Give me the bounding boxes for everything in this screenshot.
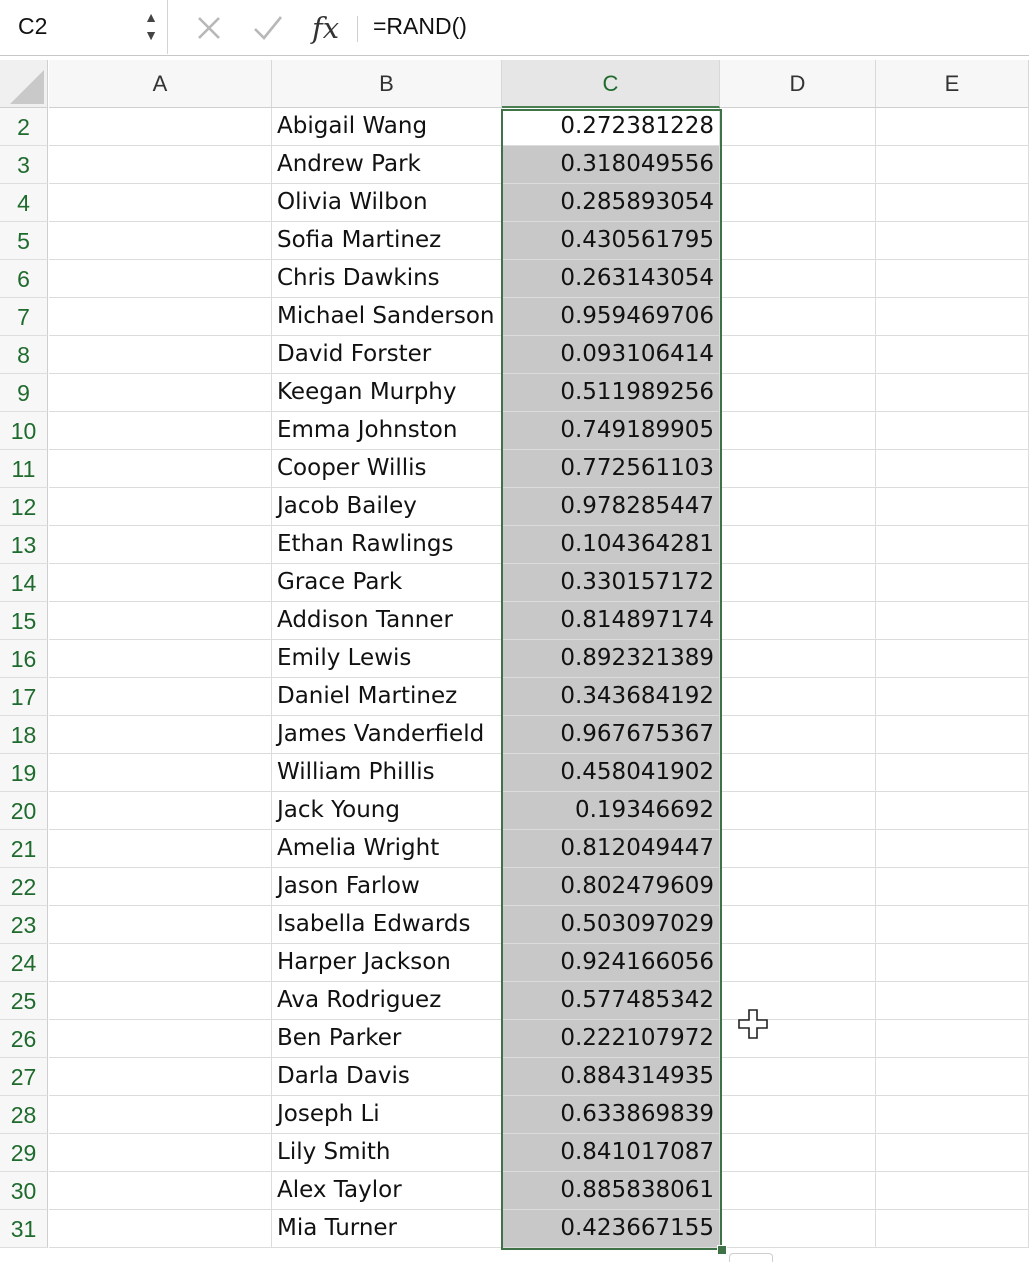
row-header[interactable]: 25 bbox=[0, 982, 48, 1020]
name-cell[interactable]: Chris Dawkins bbox=[272, 260, 502, 298]
name-cell[interactable]: Sofia Martinez bbox=[272, 222, 502, 260]
empty-cell[interactable] bbox=[49, 640, 272, 678]
row-header[interactable]: 28 bbox=[0, 1096, 48, 1134]
empty-cell[interactable] bbox=[49, 830, 272, 868]
name-cell[interactable]: Grace Park bbox=[272, 564, 502, 602]
row-header[interactable]: 18 bbox=[0, 716, 48, 754]
value-cell[interactable]: 0.885838061 bbox=[502, 1172, 720, 1210]
empty-cell[interactable] bbox=[49, 108, 272, 146]
empty-cell[interactable] bbox=[720, 564, 876, 602]
name-cell[interactable]: Ethan Rawlings bbox=[272, 526, 502, 564]
row-header[interactable]: 15 bbox=[0, 602, 48, 640]
name-cell[interactable]: Addison Tanner bbox=[272, 602, 502, 640]
name-cell[interactable]: Cooper Willis bbox=[272, 450, 502, 488]
row-header[interactable]: 3 bbox=[0, 146, 48, 184]
empty-cell[interactable] bbox=[720, 222, 876, 260]
row-header[interactable]: 17 bbox=[0, 678, 48, 716]
empty-cell[interactable] bbox=[720, 754, 876, 792]
empty-cell[interactable] bbox=[49, 1210, 272, 1248]
empty-cell[interactable] bbox=[49, 906, 272, 944]
empty-cell[interactable] bbox=[876, 906, 1029, 944]
value-cell[interactable]: 0.978285447 bbox=[502, 488, 720, 526]
empty-cell[interactable] bbox=[720, 450, 876, 488]
name-cell[interactable]: Joseph Li bbox=[272, 1096, 502, 1134]
empty-cell[interactable] bbox=[49, 944, 272, 982]
empty-cell[interactable] bbox=[49, 1058, 272, 1096]
empty-cell[interactable] bbox=[49, 298, 272, 336]
empty-cell[interactable] bbox=[876, 602, 1029, 640]
row-header[interactable]: 2 bbox=[0, 108, 48, 146]
empty-cell[interactable] bbox=[720, 1172, 876, 1210]
empty-cell[interactable] bbox=[720, 602, 876, 640]
empty-cell[interactable] bbox=[876, 982, 1029, 1020]
row-header[interactable]: 7 bbox=[0, 298, 48, 336]
empty-cell[interactable] bbox=[720, 716, 876, 754]
name-cell[interactable]: Emma Johnston bbox=[272, 412, 502, 450]
empty-cell[interactable] bbox=[876, 412, 1029, 450]
name-cell[interactable]: Harper Jackson bbox=[272, 944, 502, 982]
cross-cursor-icon bbox=[737, 1008, 769, 1040]
name-cell[interactable]: Michael Sanderson bbox=[272, 298, 502, 336]
empty-cell[interactable] bbox=[49, 260, 272, 298]
name-cell[interactable]: Jacob Bailey bbox=[272, 488, 502, 526]
row-header[interactable]: 8 bbox=[0, 336, 48, 374]
empty-cell[interactable] bbox=[49, 336, 272, 374]
value-cell[interactable]: 0.633869839 bbox=[502, 1096, 720, 1134]
name-cell[interactable]: Mia Turner bbox=[272, 1210, 502, 1248]
empty-cell[interactable] bbox=[49, 526, 272, 564]
row-header[interactable]: 10 bbox=[0, 412, 48, 450]
empty-cell[interactable] bbox=[876, 260, 1029, 298]
empty-cell[interactable] bbox=[720, 1096, 876, 1134]
empty-cell[interactable] bbox=[49, 792, 272, 830]
empty-cell[interactable] bbox=[720, 944, 876, 982]
empty-cell[interactable] bbox=[720, 108, 876, 146]
enter-icon[interactable] bbox=[250, 8, 286, 48]
empty-cell[interactable] bbox=[876, 488, 1029, 526]
value-cell[interactable]: 0.892321389 bbox=[502, 640, 720, 678]
empty-cell[interactable] bbox=[49, 602, 272, 640]
empty-cell[interactable] bbox=[49, 450, 272, 488]
empty-cell[interactable] bbox=[49, 412, 272, 450]
name-cell[interactable]: Amelia Wright bbox=[272, 830, 502, 868]
row-header[interactable]: 5 bbox=[0, 222, 48, 260]
value-cell[interactable]: 0.884314935 bbox=[502, 1058, 720, 1096]
name-cell[interactable]: Keegan Murphy bbox=[272, 374, 502, 412]
empty-cell[interactable] bbox=[720, 792, 876, 830]
empty-cell[interactable] bbox=[49, 146, 272, 184]
name-cell[interactable]: Emily Lewis bbox=[272, 640, 502, 678]
cancel-icon[interactable] bbox=[192, 8, 226, 48]
empty-cell[interactable] bbox=[720, 298, 876, 336]
empty-cell[interactable] bbox=[49, 184, 272, 222]
empty-cell[interactable] bbox=[720, 830, 876, 868]
stepper-icon[interactable]: ▲ ▼ bbox=[144, 9, 158, 43]
empty-cell[interactable] bbox=[720, 184, 876, 222]
value-cell[interactable]: 0.841017087 bbox=[502, 1134, 720, 1172]
empty-cell[interactable] bbox=[720, 906, 876, 944]
row-header[interactable]: 13 bbox=[0, 526, 48, 564]
name-cell[interactable]: David Forster bbox=[272, 336, 502, 374]
value-cell[interactable]: 0.802479609 bbox=[502, 868, 720, 906]
empty-cell[interactable] bbox=[720, 678, 876, 716]
value-cell[interactable]: 0.263143054 bbox=[502, 260, 720, 298]
empty-cell[interactable] bbox=[49, 564, 272, 602]
name-cell[interactable]: William Phillis bbox=[272, 754, 502, 792]
row-header[interactable]: 19 bbox=[0, 754, 48, 792]
column-header-e[interactable]: E bbox=[876, 60, 1029, 108]
empty-cell[interactable] bbox=[876, 792, 1029, 830]
value-cell[interactable]: 0.577485342 bbox=[502, 982, 720, 1020]
value-cell[interactable]: 0.749189905 bbox=[502, 412, 720, 450]
value-cell[interactable]: 0.812049447 bbox=[502, 830, 720, 868]
value-cell[interactable]: 0.924166056 bbox=[502, 944, 720, 982]
value-cell[interactable]: 0.772561103 bbox=[502, 450, 720, 488]
name-cell[interactable]: Jason Farlow bbox=[272, 868, 502, 906]
name-cell[interactable]: Lily Smith bbox=[272, 1134, 502, 1172]
name-box[interactable] bbox=[0, 0, 168, 54]
name-cell[interactable]: Isabella Edwards bbox=[272, 906, 502, 944]
active-cell[interactable]: 0.272381228 bbox=[502, 108, 720, 146]
row-header[interactable]: 27 bbox=[0, 1058, 48, 1096]
empty-cell[interactable] bbox=[49, 1096, 272, 1134]
column-header-c[interactable]: C bbox=[502, 60, 720, 108]
select-all-corner[interactable] bbox=[0, 60, 48, 108]
empty-cell[interactable] bbox=[720, 1058, 876, 1096]
empty-cell[interactable] bbox=[876, 716, 1029, 754]
empty-cell[interactable] bbox=[876, 1134, 1029, 1172]
value-cell[interactable]: 0.959469706 bbox=[502, 298, 720, 336]
function-icon[interactable]: fx bbox=[312, 11, 340, 45]
column-header-d[interactable]: D bbox=[720, 60, 876, 108]
value-cell[interactable]: 0.318049556 bbox=[502, 146, 720, 184]
empty-cell[interactable] bbox=[876, 1210, 1029, 1248]
row-header[interactable]: 4 bbox=[0, 184, 48, 222]
row-header[interactable]: 31 bbox=[0, 1210, 48, 1248]
empty-cell[interactable] bbox=[876, 944, 1029, 982]
column-header-b[interactable]: B bbox=[272, 60, 502, 108]
column-header-a[interactable]: A bbox=[49, 60, 272, 108]
empty-cell[interactable] bbox=[876, 1020, 1029, 1058]
value-cell[interactable]: 0.503097029 bbox=[502, 906, 720, 944]
row-header[interactable]: 22 bbox=[0, 868, 48, 906]
empty-cell[interactable] bbox=[876, 146, 1029, 184]
empty-cell[interactable] bbox=[49, 982, 272, 1020]
empty-cell[interactable] bbox=[876, 868, 1029, 906]
empty-cell[interactable] bbox=[876, 830, 1029, 868]
value-cell[interactable]: 0.330157172 bbox=[502, 564, 720, 602]
empty-cell[interactable] bbox=[720, 336, 876, 374]
row-header[interactable]: 21 bbox=[0, 830, 48, 868]
empty-cell[interactable] bbox=[720, 412, 876, 450]
value-cell[interactable]: 0.430561795 bbox=[502, 222, 720, 260]
fill-handle[interactable] bbox=[717, 1245, 727, 1255]
value-cell[interactable]: 0.19346692 bbox=[502, 792, 720, 830]
empty-cell[interactable] bbox=[720, 1210, 876, 1248]
row-header[interactable]: 16 bbox=[0, 640, 48, 678]
row-header[interactable]: 29 bbox=[0, 1134, 48, 1172]
empty-cell[interactable] bbox=[876, 678, 1029, 716]
empty-cell[interactable] bbox=[876, 222, 1029, 260]
empty-cell[interactable] bbox=[720, 640, 876, 678]
row-header[interactable]: 30 bbox=[0, 1172, 48, 1210]
empty-cell[interactable] bbox=[720, 868, 876, 906]
empty-cell[interactable] bbox=[876, 526, 1029, 564]
empty-cell[interactable] bbox=[720, 526, 876, 564]
name-cell[interactable]: Ben Parker bbox=[272, 1020, 502, 1058]
row-header[interactable]: 12 bbox=[0, 488, 48, 526]
value-cell[interactable]: 0.511989256 bbox=[502, 374, 720, 412]
empty-cell[interactable] bbox=[876, 640, 1029, 678]
name-cell[interactable]: Jack Young bbox=[272, 792, 502, 830]
name-cell[interactable]: Ava Rodriguez bbox=[272, 982, 502, 1020]
value-cell[interactable]: 0.104364281 bbox=[502, 526, 720, 564]
name-cell[interactable]: Olivia Wilbon bbox=[272, 184, 502, 222]
value-cell[interactable]: 0.814897174 bbox=[502, 602, 720, 640]
empty-cell[interactable] bbox=[876, 564, 1029, 602]
row-header[interactable]: 23 bbox=[0, 906, 48, 944]
empty-cell[interactable] bbox=[876, 1172, 1029, 1210]
empty-cell[interactable] bbox=[720, 374, 876, 412]
name-cell[interactable]: Daniel Martinez bbox=[272, 678, 502, 716]
name-cell[interactable]: Darla Davis bbox=[272, 1058, 502, 1096]
row-header[interactable]: 11 bbox=[0, 450, 48, 488]
formula-bar bbox=[0, 0, 1029, 56]
empty-cell[interactable] bbox=[49, 488, 272, 526]
empty-cell[interactable] bbox=[876, 450, 1029, 488]
value-cell[interactable]: 0.423667155 bbox=[502, 1210, 720, 1248]
value-cell[interactable]: 0.093106414 bbox=[502, 336, 720, 374]
spreadsheet-grid[interactable] bbox=[0, 60, 1029, 1258]
name-cell[interactable]: Alex Taylor bbox=[272, 1172, 502, 1210]
row-header[interactable]: 14 bbox=[0, 564, 48, 602]
formula-bar-divider bbox=[357, 16, 358, 42]
row-header[interactable]: 20 bbox=[0, 792, 48, 830]
empty-cell[interactable] bbox=[876, 336, 1029, 374]
name-cell[interactable]: Andrew Park bbox=[272, 146, 502, 184]
row-header[interactable]: 26 bbox=[0, 1020, 48, 1058]
empty-cell[interactable] bbox=[720, 488, 876, 526]
name-box-value[interactable]: C2 bbox=[18, 13, 48, 39]
empty-cell[interactable] bbox=[876, 1058, 1029, 1096]
empty-cell[interactable] bbox=[49, 222, 272, 260]
empty-cell[interactable] bbox=[876, 1096, 1029, 1134]
empty-cell[interactable] bbox=[49, 678, 272, 716]
empty-cell[interactable] bbox=[720, 146, 876, 184]
formula-input[interactable]: =RAND() bbox=[373, 13, 467, 39]
empty-cell[interactable] bbox=[49, 716, 272, 754]
empty-cell[interactable] bbox=[49, 1134, 272, 1172]
name-cell[interactable]: James Vanderfield bbox=[272, 716, 502, 754]
row-header[interactable]: 24 bbox=[0, 944, 48, 982]
empty-cell[interactable] bbox=[49, 1172, 272, 1210]
value-cell[interactable]: 0.967675367 bbox=[502, 716, 720, 754]
empty-cell[interactable] bbox=[49, 868, 272, 906]
empty-cell[interactable] bbox=[720, 260, 876, 298]
empty-cell[interactable] bbox=[720, 1134, 876, 1172]
empty-cell[interactable] bbox=[876, 184, 1029, 222]
value-cell[interactable]: 0.285893054 bbox=[502, 184, 720, 222]
row-header[interactable]: 6 bbox=[0, 260, 48, 298]
value-cell[interactable]: 0.222107972 bbox=[502, 1020, 720, 1058]
name-cell[interactable]: Abigail Wang bbox=[272, 108, 502, 146]
row-header[interactable]: 9 bbox=[0, 374, 48, 412]
empty-cell[interactable] bbox=[876, 298, 1029, 336]
value-cell[interactable]: 0.458041902 bbox=[502, 754, 720, 792]
empty-cell[interactable] bbox=[49, 1020, 272, 1058]
empty-cell[interactable] bbox=[49, 374, 272, 412]
empty-cell[interactable] bbox=[49, 754, 272, 792]
empty-cell[interactable] bbox=[876, 754, 1029, 792]
value-cell[interactable]: 0.343684192 bbox=[502, 678, 720, 716]
empty-cell[interactable] bbox=[876, 374, 1029, 412]
empty-cell[interactable] bbox=[876, 108, 1029, 146]
